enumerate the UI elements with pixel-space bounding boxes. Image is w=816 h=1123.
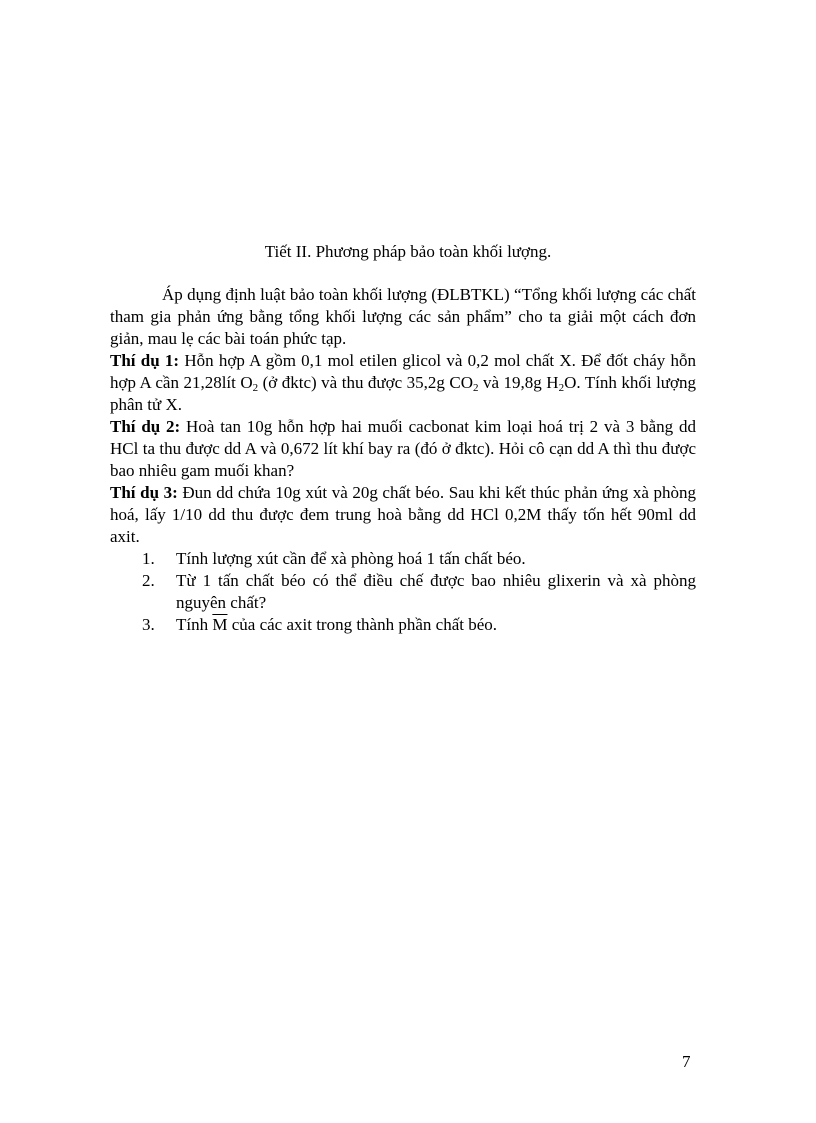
example-3-paragraph: [110, 482, 696, 548]
document-body: [110, 284, 696, 636]
list-item: [110, 614, 696, 636]
intro-paragraph: Áp dụng định luật bảo toàn khối lượng (ĐLBTKL) “Tổng khối lượng các chất tham gia phản ứng bằng tổng khối lượng các sản phẩm” cho ta giải một cách đơn giản, mau lẹ các bài toán phức tạp.: [110, 285, 696, 348]
list-item-text: Từ 1 tấn chất béo có thể điều chế được bao nhiêu glixerin và xà phòng nguyên chất?: [176, 571, 696, 612]
example-2-label: Thí dụ 2:: [110, 417, 181, 436]
example-1-text-b: (ở đktc) và thu được 35,2g CO: [258, 373, 474, 392]
o2-subscript: 2: [252, 382, 259, 394]
list-item-number: 1.: [142, 549, 155, 568]
list-item-number: 3.: [142, 615, 155, 634]
list-item: [110, 548, 696, 570]
h2o-subscript: 2: [558, 382, 565, 394]
example-3-label: Thí dụ 3:: [110, 483, 178, 502]
page-number: 7: [682, 1052, 691, 1071]
example-1-text-a: Hỗn hợp A gồm 0,1 mol etilen glicol và 0,2 mol chất X. Để đốt cháy hỗn hợp A cần 21,28lít O: [110, 351, 696, 392]
list-item-text: Tính lượng xút cần để xà phòng hoá 1 tấn chất béo.: [176, 549, 526, 568]
example-1-text-c: và 19,8g H: [478, 373, 559, 392]
example-1-label: Thí dụ 1:: [110, 351, 180, 370]
list-item-text-a: Tính: [176, 615, 213, 634]
co2-subscript: 2: [473, 382, 479, 394]
example-1-text-d: O. Tính khối lượng phân tử X.: [110, 373, 697, 414]
example-2-text: Hoà tan 10g hỗn hợp hai muối cacbonat kim loại hoá trị 2 và 3 bằng dd HCl ta thu được dd A và 0,672 lít khí bay ra (đó ở đktc). Hỏi cô cạn dd A thì thu được bao nhiêu gam muối khan?: [110, 417, 696, 480]
mean-molar-mass-symbol: $\overline{M}$: [212, 615, 228, 634]
list-item-text-b: của các axit trong thành phần chất béo.: [227, 615, 498, 634]
section-title: Tiết II. Phương pháp bảo toàn khối lượng.: [264, 242, 552, 261]
list-item-text: [176, 614, 696, 636]
example-3-text: Đun dd chứa 10g xút và 20g chất béo. Sau khi kết thúc phản ứng xà phòng hoá, lấy 1/10 dd thu được đem trung hoà bằng dd HCl 0,2M thấy tốn hết 90ml dd axit.: [110, 483, 696, 546]
example-2-paragraph: [110, 416, 696, 482]
list-item: [110, 570, 696, 614]
list-item-number: 2.: [142, 571, 155, 590]
example-1-paragraph: [110, 350, 696, 416]
